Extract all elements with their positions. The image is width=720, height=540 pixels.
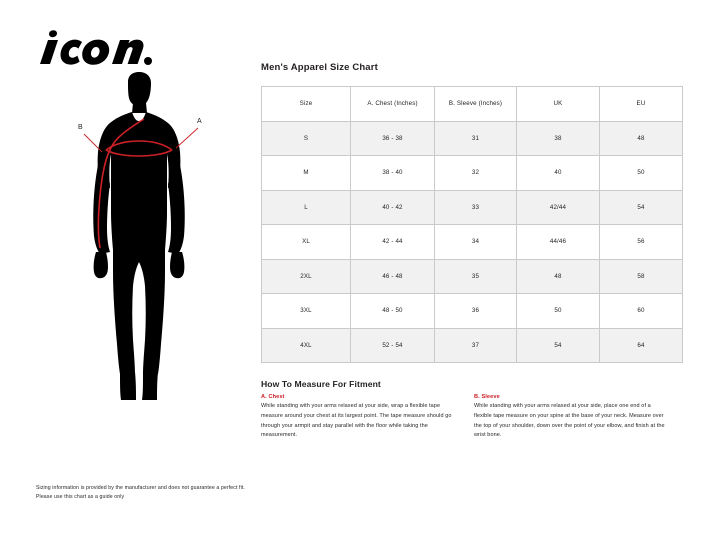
measure-block-chest	[261, 394, 456, 441]
column-header-chest: A. Chest (Inches)	[351, 87, 435, 122]
cell-sleeve: 32	[435, 156, 517, 191]
cell-sleeve: 37	[435, 328, 517, 363]
measurement-figure	[40, 72, 240, 402]
cell-chest: 36 - 38	[351, 121, 435, 156]
cell-sleeve: 34	[435, 225, 517, 260]
cell-chest: 38 - 40	[351, 156, 435, 191]
cell-size: 2XL	[262, 259, 351, 294]
cell-chest: 46 - 48	[351, 259, 435, 294]
column-header-size: Size	[262, 87, 351, 122]
column-header-sleeve: B. Sleeve (Inches)	[435, 87, 517, 122]
measure-text-chest: While standing with your arms relaxed at your side, wrap a flexible tape measure around your chest at its largest point. The tape measure should go through your armpit and stay parallel with the floor while taking the measurement.	[261, 403, 452, 439]
cell-size: 3XL	[262, 294, 351, 329]
cell-size: XL	[262, 225, 351, 260]
cell-uk: 48	[517, 259, 600, 294]
table-row	[262, 190, 683, 225]
table-row	[262, 121, 683, 156]
cell-size: M	[262, 156, 351, 191]
cell-chest: 40 - 42	[351, 190, 435, 225]
cell-uk: 44/46	[517, 225, 600, 260]
table-row	[262, 225, 683, 260]
how-to-measure-blocks	[261, 394, 682, 441]
cell-size: S	[262, 121, 351, 156]
cell-sleeve: 35	[435, 259, 517, 294]
column-header-uk: UK	[517, 87, 600, 122]
how-to-measure-title: How To Measure For Fitment	[261, 379, 381, 389]
table-row	[262, 259, 683, 294]
cell-eu: 50	[600, 156, 683, 191]
cell-eu: 64	[600, 328, 683, 363]
cell-uk: 38	[517, 121, 600, 156]
measure-label-chest: A. Chest	[261, 394, 285, 400]
cell-uk: 40	[517, 156, 600, 191]
cell-eu: 56	[600, 225, 683, 260]
cell-uk: 54	[517, 328, 600, 363]
cell-eu: 58	[600, 259, 683, 294]
cell-size: 4XL	[262, 328, 351, 363]
column-header-eu: EU	[600, 87, 683, 122]
measure-label-sleeve: B. Sleeve	[474, 394, 500, 400]
table-header-row	[262, 87, 683, 122]
cell-chest: 52 - 54	[351, 328, 435, 363]
cell-chest: 42 - 44	[351, 225, 435, 260]
icon-logo	[34, 30, 154, 72]
size-chart-table	[261, 86, 683, 363]
cell-eu: 48	[600, 121, 683, 156]
table-row	[262, 294, 683, 329]
cell-sleeve: 36	[435, 294, 517, 329]
measure-text-sleeve: While standing with your arms relaxed at your side, place one end of a flexible tape measure on your spine at the base of your neck. Measure over the top of your shoulder, down over the point of your elbow, and finish at the wrist bone.	[474, 403, 665, 439]
cell-chest: 48 - 50	[351, 294, 435, 329]
disclaimer-text: Sizing information is provided by the manufacturer and does not guarantee a perfect fit. Please use this chart as a guide only	[36, 485, 245, 501]
left-column	[0, 0, 250, 540]
cell-uk: 50	[517, 294, 600, 329]
measure-block-sleeve	[474, 394, 669, 441]
callout-b-label: B	[78, 124, 83, 131]
table-row	[262, 328, 683, 363]
callout-a-label: A	[197, 118, 202, 125]
cell-uk: 42/44	[517, 190, 600, 225]
cell-size: L	[262, 190, 351, 225]
table-row	[262, 156, 683, 191]
cell-eu: 60	[600, 294, 683, 329]
cell-sleeve: 33	[435, 190, 517, 225]
page-title: Men's Apparel Size Chart	[261, 62, 378, 73]
cell-sleeve: 31	[435, 121, 517, 156]
cell-eu: 54	[600, 190, 683, 225]
